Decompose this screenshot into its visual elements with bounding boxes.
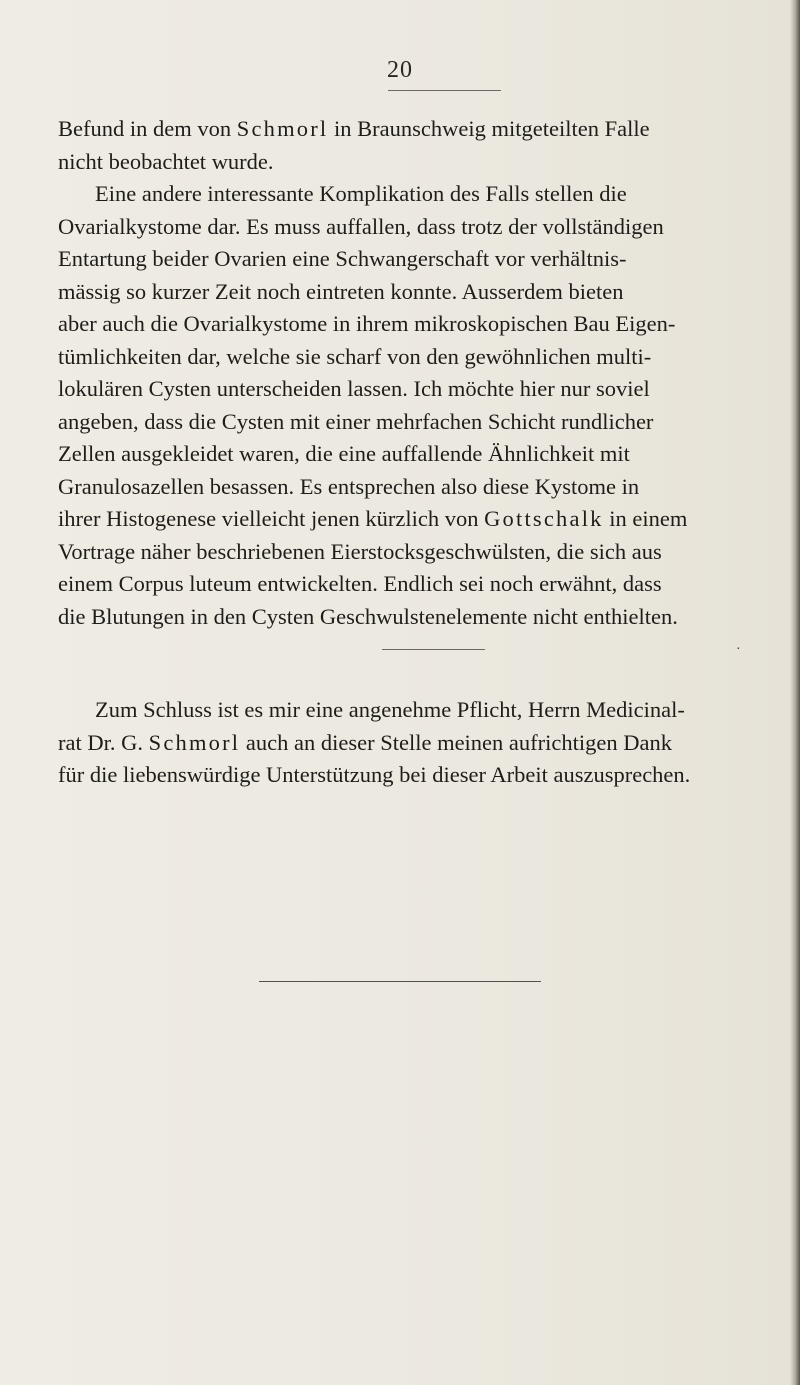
- text-run: nicht beobachtet wurde.: [58, 148, 274, 174]
- text-line: [58, 146, 767, 179]
- text-line: [58, 568, 767, 601]
- section-divider: [382, 649, 485, 650]
- text-line: [58, 438, 767, 471]
- text-line: [58, 727, 767, 760]
- text-line: [58, 341, 767, 374]
- page-number: 20: [387, 57, 413, 83]
- text-run: mässig so kurzer Zeit noch eintreten konnte. Ausserdem bieten: [58, 278, 624, 304]
- text-line: [58, 276, 767, 309]
- text-run: Zum Schluss ist es mir eine angenehme Pflicht, Herrn Medicinal-: [95, 697, 685, 722]
- text-run: angeben, dass die Cysten mit einer mehrfachen Schicht rundlicher: [58, 408, 654, 434]
- text-run: Zellen ausgekleidet waren, die eine auffallende Ähnlichkeit mit: [58, 441, 630, 466]
- text-line: [58, 406, 767, 439]
- text-run: in Braunschweig mitgeteilten Falle: [328, 116, 650, 141]
- text-run: Ovarialkystome dar. Es muss auffallen, dass trotz der vollständigen: [58, 213, 664, 239]
- text-line: [58, 178, 767, 211]
- text-line: [58, 503, 767, 536]
- footer-rule: [259, 981, 541, 982]
- spaced-name: Gottschalk: [484, 506, 604, 531]
- text-run: Befund in dem von: [58, 116, 237, 141]
- text-run: einem Corpus luteum entwickelten. Endlich sei noch erwähnt, dass: [58, 571, 662, 596]
- text-run: lokulären Cysten unterscheiden lassen. Ich möchte hier nur soviel: [58, 376, 650, 401]
- text-line: [58, 536, 767, 569]
- text-run: Granulosazellen besassen. Es entsprechen also diese Kystome in: [58, 473, 640, 499]
- paragraph-complication: [58, 178, 767, 633]
- text-line: [58, 308, 767, 341]
- paragraph-continuation: [58, 113, 767, 178]
- closing-text: [58, 694, 767, 792]
- text-line: [58, 373, 767, 406]
- main-text: [58, 113, 767, 633]
- text-line: [58, 113, 767, 146]
- text-line: [58, 471, 767, 504]
- text-run: tümlichkeiten dar, welche sie scharf von den gewöhnlichen multi-: [58, 343, 652, 369]
- text-line: [58, 759, 767, 792]
- spaced-name: Schmorl: [236, 116, 329, 141]
- spaced-name: Schmorl: [148, 729, 241, 755]
- text-run: Eine andere interessante Komplikation des Falls stellen die: [95, 181, 627, 206]
- page-edge-shadow: [790, 0, 800, 1385]
- text-line: [58, 211, 767, 244]
- text-line: [58, 601, 767, 634]
- text-run: ihrer Histogenese vielleicht jenen kürzlich von: [58, 506, 485, 531]
- paragraph-acknowledgement: [58, 694, 767, 792]
- margin-mark: ·: [736, 642, 741, 657]
- text-line: [58, 694, 767, 727]
- text-run: Entartung beider Ovarien eine Schwangerschaft vor verhältnis-: [58, 246, 627, 271]
- text-line: [58, 243, 767, 276]
- text-run: aber auch die Ovarialkystome in ihrem mikroskopischen Bau Eigen-: [58, 311, 676, 336]
- text-run: in einem: [603, 506, 688, 531]
- text-run: rat Dr. G.: [58, 729, 149, 755]
- text-run: Vortrage näher beschriebenen Eierstocksgeschwülsten, die sich aus: [58, 538, 662, 564]
- header-rule: [388, 90, 501, 91]
- text-run: die Blutungen in den Cysten Geschwulstenelemente nicht enthielten.: [58, 603, 678, 629]
- text-run: auch an dieser Stelle meinen aufrichtigen Dank: [240, 729, 672, 755]
- text-run: für die liebenswürdige Unterstützung bei dieser Arbeit auszusprechen.: [58, 762, 691, 787]
